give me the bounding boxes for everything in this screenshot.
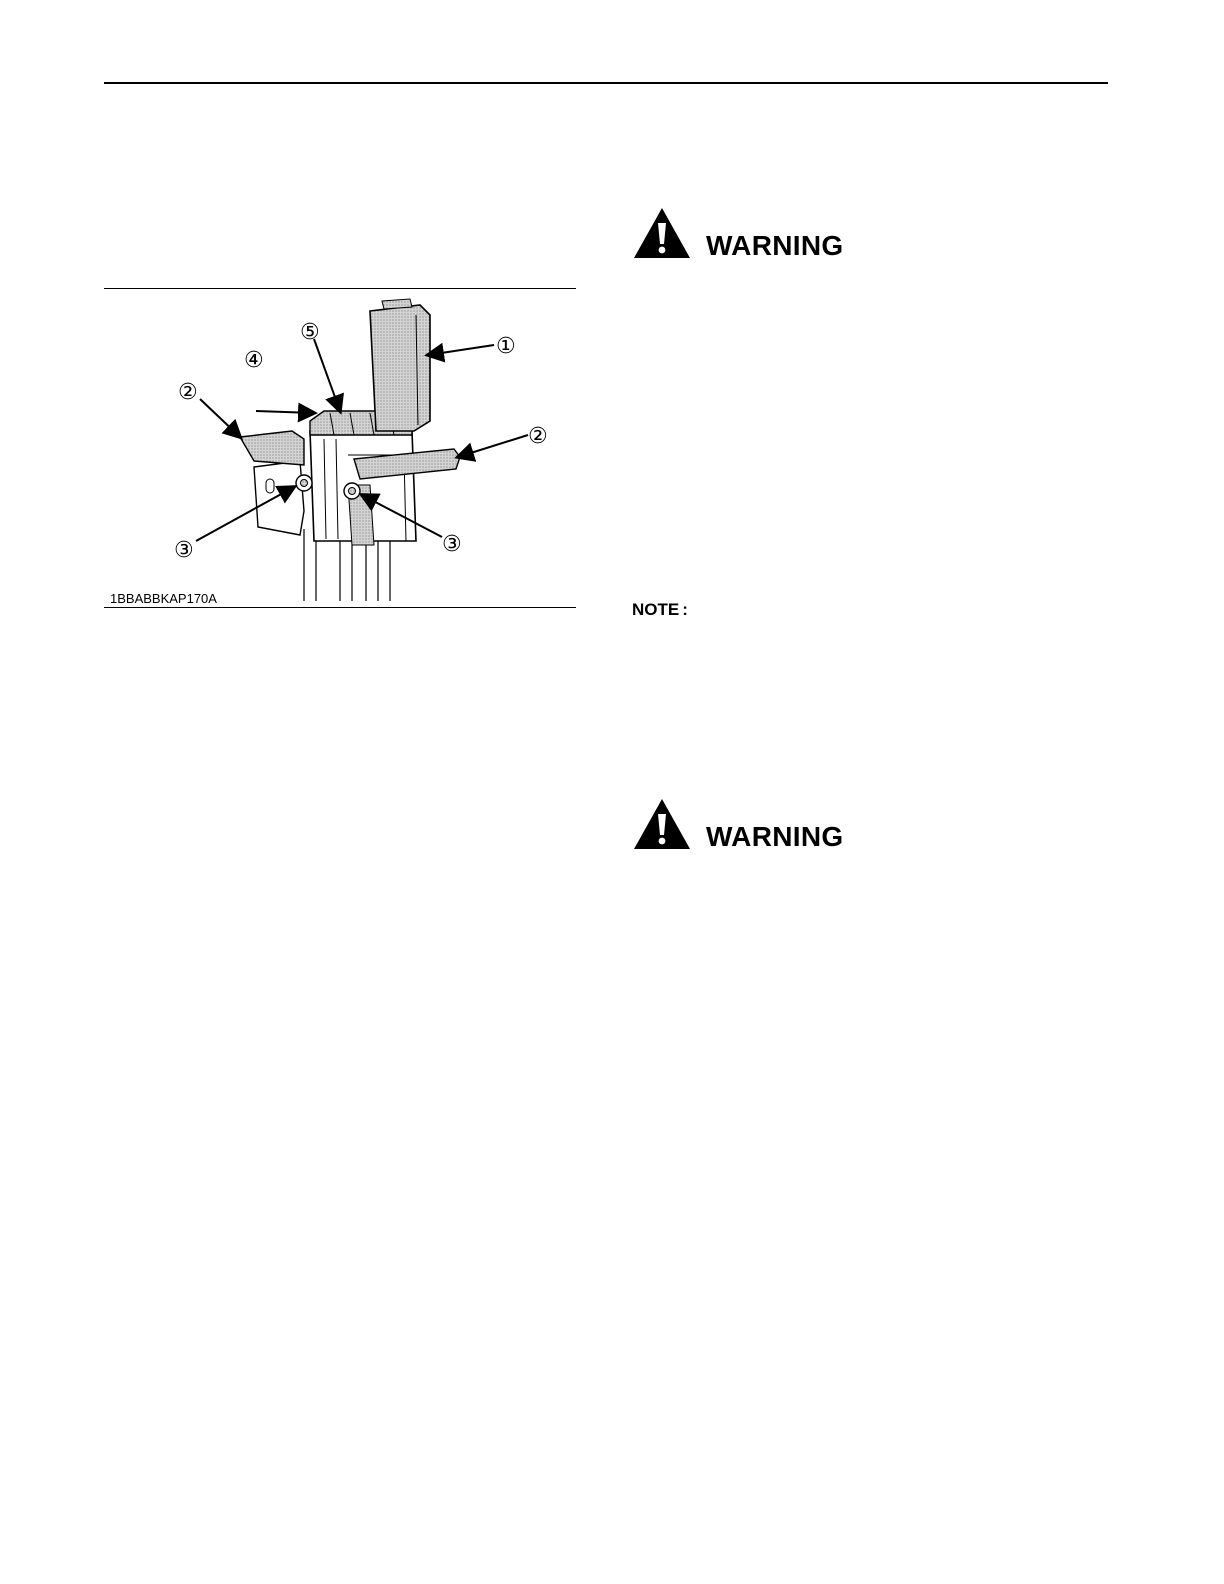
callout-2-left: ② [178,380,198,405]
figure-fuse-box [104,288,576,608]
note-colon: : [682,600,688,619]
callout-4: ④ [244,348,264,373]
warning-block-2 [632,797,872,853]
callout-3-left: ③ [174,538,194,563]
warning-label: WARNING [706,230,844,261]
callout-2-right: ② [528,424,548,449]
fuse-box-illustration [104,289,576,609]
note-heading [632,600,688,620]
warning-label: WARNING [706,821,844,852]
note-label: NOTE [632,600,680,619]
warning-triangle-icon [632,206,692,260]
warning-triangle-icon [632,797,692,851]
header-rule [104,82,1108,84]
figure-code: 1BBABBKAP170A [110,591,217,606]
callout-1: ① [496,334,516,359]
callout-5: ⑤ [300,320,320,345]
callout-3-right: ③ [442,532,462,557]
warning-block-1 [632,206,872,262]
